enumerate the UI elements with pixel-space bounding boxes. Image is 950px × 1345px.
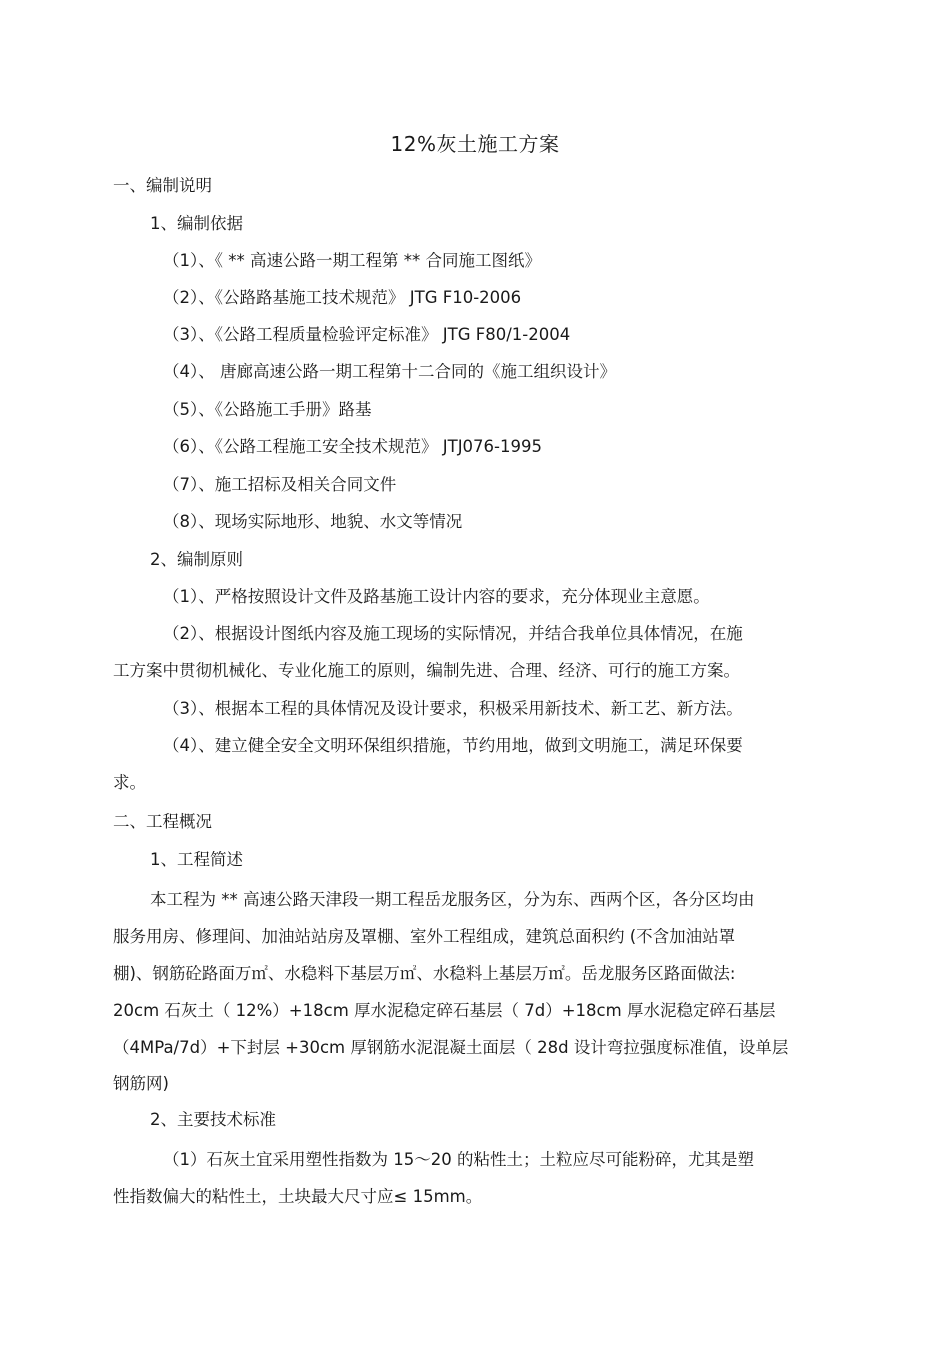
principle-item: （3）、根据本工程的具体情况及设计要求，积极采用新技术、新工艺、新方法。 [163,699,743,718]
subsection-heading: 1、编制依据 [150,214,243,233]
reference-item: （3）、《公路工程质量检验评定标准》 JTG F80/1-2004 [163,325,571,344]
reference-item: （1）、《 ** 高速公路一期工程第 ** 合同施工图纸》 [163,251,541,270]
paragraph-line: 钢筋网) [113,1074,169,1093]
paragraph-continuation: 工方案中贯彻机械化、专业化施工的原则，编制先进、合理、经济、可行的施工方案。 [113,661,740,680]
subsection-heading: 2、主要技术标准 [150,1110,276,1129]
reference-item: （5）、《公路施工手册》路基 [163,400,372,419]
standard-item: （1）石灰土宜采用塑性指数为 15～20 的粘性土；土粒应尽可能粉碎，尤其是塑 [163,1150,754,1169]
reference-item: （2）、《公路路基施工技术规范》 JTG F10-2006 [163,288,522,307]
reference-item: （6）、《公路工程施工安全技术规范》 JTJ076-1995 [163,437,542,456]
paragraph-continuation: 求。 [113,773,146,792]
paragraph-continuation: 性指数偏大的粘性土，土块最大尺寸应≤ 15mm。 [113,1187,483,1206]
subsection-heading: 2、编制原则 [150,550,243,569]
subsection-heading: 1、工程简述 [150,850,243,869]
paragraph-line: 服务用房、修理间、加油站站房及罩棚、室外工程组成，建筑总面积约 (不含加油站罩 [113,927,736,946]
paragraph-line: 棚)、钢筋砼路面万㎡、水稳料下基层万㎡、水稳料上基层万㎡。岳龙服务区路面做法: [113,964,736,983]
principle-item: （2）、根据设计图纸内容及施工现场的实际情况，并结合我单位具体情况，在施 [163,624,743,643]
reference-item: （4）、 唐廊高速公路一期工程第十二合同的《施工组织设计》 [163,362,616,381]
document-title: 12%灰土施工方案 [390,132,560,156]
paragraph-line: 20cm 石灰土（ 12%）+18cm 厚水泥稳定碎石基层（ 7d）+18cm 厚水泥稳定碎石基层 [113,1001,776,1020]
reference-item: （7）、施工招标及相关合同文件 [163,475,397,494]
paragraph-line: （4MPa/7d）+下封层 +30cm 厚钢筋水泥混凝土面层（ 28d 设计弯拉强度标准值，设单层 [113,1038,789,1057]
principle-item: （4）、建立健全安全文明环保组织措施，节约用地，做到文明施工，满足环保要 [163,736,743,755]
section-heading: 二、工程概况 [113,812,212,831]
section-heading: 一、编制说明 [113,176,212,195]
principle-item: （1）、严格按照设计文件及路基施工设计内容的要求，充分体现业主意愿。 [163,587,710,606]
reference-item: （8）、现场实际地形、地貌、水文等情况 [163,512,463,531]
paragraph-line: 本工程为 ** 高速公路天津段一期工程岳龙服务区，分为东、西两个区，各分区均由 [150,890,755,909]
